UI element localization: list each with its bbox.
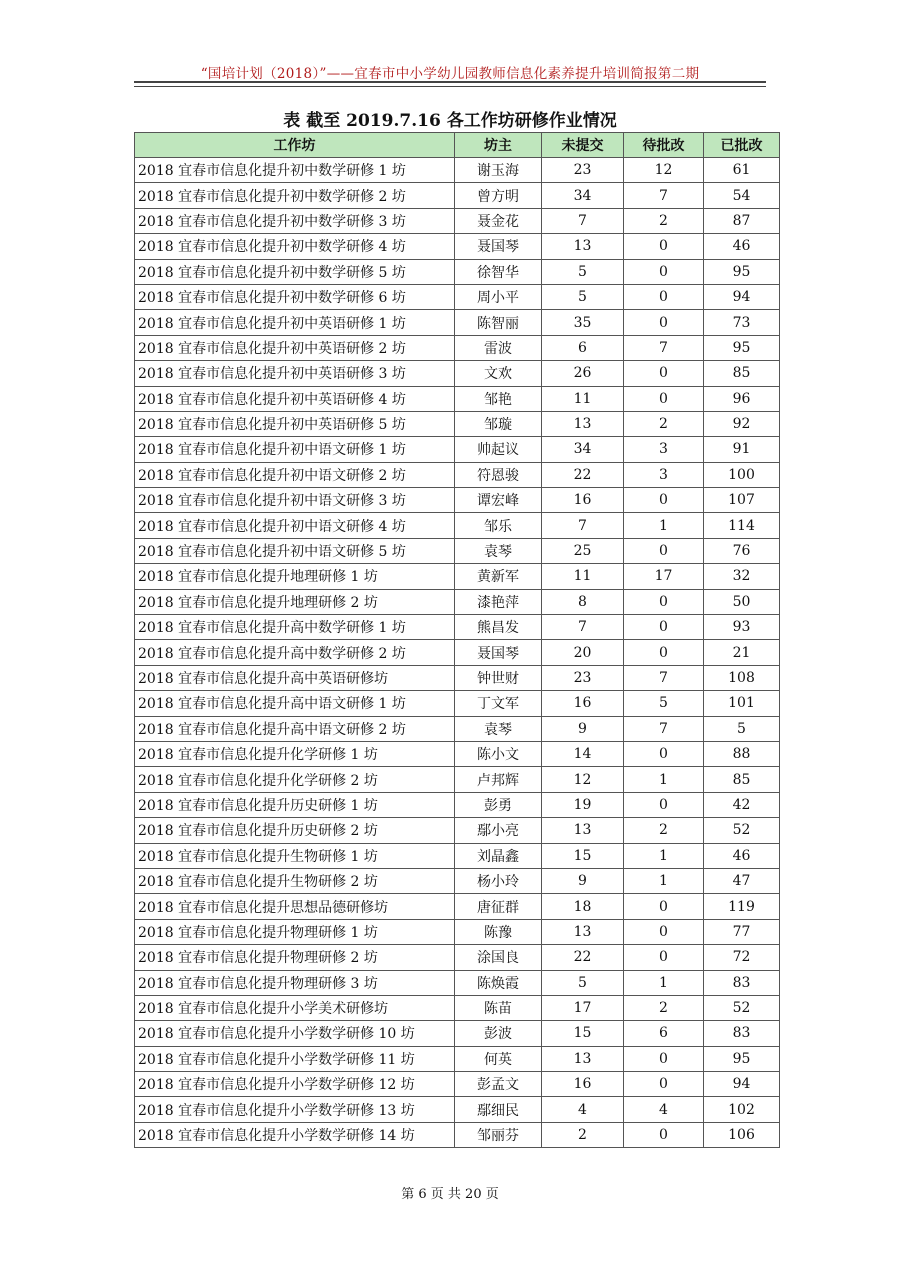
table-row xyxy=(135,234,780,259)
header-host: 坊主 xyxy=(455,133,542,158)
cell-pending-review: 3 xyxy=(624,437,704,462)
table-header-row xyxy=(135,133,780,158)
cell-pending-review: 0 xyxy=(624,259,704,284)
cell-host: 邹艳 xyxy=(455,386,542,411)
cell-not-submitted: 19 xyxy=(542,792,624,817)
cell-reviewed: 72 xyxy=(704,945,780,970)
cell-not-submitted: 14 xyxy=(542,741,624,766)
cell-reviewed: 96 xyxy=(704,386,780,411)
cell-pending-review: 2 xyxy=(624,995,704,1020)
cell-not-submitted: 6 xyxy=(542,335,624,360)
cell-not-submitted: 11 xyxy=(542,386,624,411)
cell-pending-review: 0 xyxy=(624,945,704,970)
cell-workshop: 2018 宜春市信息化提升初中语文研修 1 坊 xyxy=(135,437,455,462)
cell-pending-review: 0 xyxy=(624,234,704,259)
cell-host: 文欢 xyxy=(455,361,542,386)
cell-pending-review: 0 xyxy=(624,1122,704,1147)
cell-pending-review: 7 xyxy=(624,335,704,360)
cell-not-submitted: 25 xyxy=(542,538,624,563)
cell-reviewed: 77 xyxy=(704,919,780,944)
table-body xyxy=(135,158,780,1148)
cell-pending-review: 0 xyxy=(624,919,704,944)
cell-workshop: 2018 宜春市信息化提升地理研修 1 坊 xyxy=(135,564,455,589)
cell-pending-review: 0 xyxy=(624,538,704,563)
cell-not-submitted: 15 xyxy=(542,1021,624,1046)
cell-workshop: 2018 宜春市信息化提升历史研修 2 坊 xyxy=(135,818,455,843)
cell-not-submitted: 8 xyxy=(542,589,624,614)
cell-workshop: 2018 宜春市信息化提升初中英语研修 1 坊 xyxy=(135,310,455,335)
cell-reviewed: 73 xyxy=(704,310,780,335)
cell-not-submitted: 20 xyxy=(542,640,624,665)
table-row xyxy=(135,158,780,183)
cell-host: 帅起议 xyxy=(455,437,542,462)
cell-workshop: 2018 宜春市信息化提升初中数学研修 6 坊 xyxy=(135,284,455,309)
table-row xyxy=(135,437,780,462)
cell-workshop: 2018 宜春市信息化提升高中数学研修 2 坊 xyxy=(135,640,455,665)
cell-not-submitted: 5 xyxy=(542,284,624,309)
cell-not-submitted: 9 xyxy=(542,868,624,893)
table-row xyxy=(135,995,780,1020)
cell-host: 陈小文 xyxy=(455,741,542,766)
table-row xyxy=(135,1046,780,1071)
cell-workshop: 2018 宜春市信息化提升初中数学研修 5 坊 xyxy=(135,259,455,284)
cell-workshop: 2018 宜春市信息化提升高中英语研修坊 xyxy=(135,665,455,690)
table-row xyxy=(135,716,780,741)
cell-host: 聂国琴 xyxy=(455,640,542,665)
cell-not-submitted: 16 xyxy=(542,1072,624,1097)
cell-not-submitted: 13 xyxy=(542,411,624,436)
cell-workshop: 2018 宜春市信息化提升小学数学研修 10 坊 xyxy=(135,1021,455,1046)
cell-reviewed: 106 xyxy=(704,1122,780,1147)
cell-reviewed: 85 xyxy=(704,361,780,386)
cell-pending-review: 7 xyxy=(624,183,704,208)
cell-host: 杨小玲 xyxy=(455,868,542,893)
cell-host: 彭孟文 xyxy=(455,1072,542,1097)
cell-reviewed: 100 xyxy=(704,462,780,487)
cell-workshop: 2018 宜春市信息化提升初中数学研修 2 坊 xyxy=(135,183,455,208)
cell-not-submitted: 15 xyxy=(542,843,624,868)
cell-pending-review: 0 xyxy=(624,386,704,411)
cell-pending-review: 0 xyxy=(624,361,704,386)
cell-host: 陈智丽 xyxy=(455,310,542,335)
cell-pending-review: 5 xyxy=(624,691,704,716)
table-row xyxy=(135,767,780,792)
cell-pending-review: 0 xyxy=(624,640,704,665)
table-row xyxy=(135,843,780,868)
cell-reviewed: 85 xyxy=(704,767,780,792)
cell-reviewed: 93 xyxy=(704,615,780,640)
cell-workshop: 2018 宜春市信息化提升初中数学研修 3 坊 xyxy=(135,208,455,233)
table-row xyxy=(135,970,780,995)
cell-pending-review: 0 xyxy=(624,1072,704,1097)
table-row xyxy=(135,183,780,208)
cell-not-submitted: 22 xyxy=(542,945,624,970)
cell-reviewed: 76 xyxy=(704,538,780,563)
cell-not-submitted: 23 xyxy=(542,665,624,690)
cell-not-submitted: 9 xyxy=(542,716,624,741)
cell-not-submitted: 35 xyxy=(542,310,624,335)
cell-pending-review: 0 xyxy=(624,894,704,919)
cell-not-submitted: 13 xyxy=(542,1046,624,1071)
cell-pending-review: 1 xyxy=(624,868,704,893)
cell-pending-review: 12 xyxy=(624,158,704,183)
cell-reviewed: 83 xyxy=(704,1021,780,1046)
table-row xyxy=(135,361,780,386)
cell-workshop: 2018 宜春市信息化提升初中语文研修 2 坊 xyxy=(135,462,455,487)
table-row xyxy=(135,564,780,589)
cell-host: 漆艳萍 xyxy=(455,589,542,614)
cell-reviewed: 101 xyxy=(704,691,780,716)
cell-host: 彭勇 xyxy=(455,792,542,817)
table-row xyxy=(135,818,780,843)
cell-not-submitted: 5 xyxy=(542,259,624,284)
cell-pending-review: 0 xyxy=(624,1046,704,1071)
cell-pending-review: 7 xyxy=(624,716,704,741)
cell-workshop: 2018 宜春市信息化提升高中语文研修 1 坊 xyxy=(135,691,455,716)
cell-host: 丁文军 xyxy=(455,691,542,716)
cell-pending-review: 0 xyxy=(624,792,704,817)
table-row xyxy=(135,868,780,893)
cell-host: 钟世财 xyxy=(455,665,542,690)
page-number: 第 6 页 共 20 页 xyxy=(401,1187,499,1202)
table-row xyxy=(135,640,780,665)
cell-reviewed: 102 xyxy=(704,1097,780,1122)
cell-not-submitted: 13 xyxy=(542,234,624,259)
table-row xyxy=(135,691,780,716)
cell-pending-review: 0 xyxy=(624,284,704,309)
cell-workshop: 2018 宜春市信息化提升初中语文研修 5 坊 xyxy=(135,538,455,563)
cell-not-submitted: 7 xyxy=(542,208,624,233)
table-row xyxy=(135,741,780,766)
header-pending-review: 待批改 xyxy=(624,133,704,158)
table-row xyxy=(135,488,780,513)
cell-pending-review: 1 xyxy=(624,970,704,995)
cell-not-submitted: 16 xyxy=(542,488,624,513)
table-row xyxy=(135,462,780,487)
cell-host: 袁琴 xyxy=(455,538,542,563)
cell-host: 何英 xyxy=(455,1046,542,1071)
newsletter-header-title: “国培计划（2018）”——宜春市中小学幼儿园教师信息化素养提升培训简报第二期 xyxy=(200,66,700,82)
header-not-submitted: 未提交 xyxy=(542,133,624,158)
table-row xyxy=(135,538,780,563)
table-row xyxy=(135,589,780,614)
cell-host: 陈苗 xyxy=(455,995,542,1020)
table-row xyxy=(135,1072,780,1097)
cell-workshop: 2018 宜春市信息化提升物理研修 1 坊 xyxy=(135,919,455,944)
workshop-homework-table xyxy=(134,132,780,1148)
cell-reviewed: 47 xyxy=(704,868,780,893)
cell-workshop: 2018 宜春市信息化提升思想品德研修坊 xyxy=(135,894,455,919)
cell-pending-review: 3 xyxy=(624,462,704,487)
cell-reviewed: 107 xyxy=(704,488,780,513)
cell-not-submitted: 23 xyxy=(542,158,624,183)
table-row xyxy=(135,792,780,817)
table-row xyxy=(135,259,780,284)
cell-host: 徐智华 xyxy=(455,259,542,284)
table-row xyxy=(135,945,780,970)
cell-reviewed: 94 xyxy=(704,1072,780,1097)
cell-not-submitted: 18 xyxy=(542,894,624,919)
table-row xyxy=(135,284,780,309)
table-row xyxy=(135,1097,780,1122)
cell-reviewed: 54 xyxy=(704,183,780,208)
cell-not-submitted: 22 xyxy=(542,462,624,487)
cell-reviewed: 21 xyxy=(704,640,780,665)
table-row xyxy=(135,1122,780,1147)
cell-host: 邹璇 xyxy=(455,411,542,436)
cell-not-submitted: 4 xyxy=(542,1097,624,1122)
table-row xyxy=(135,208,780,233)
cell-workshop: 2018 宜春市信息化提升初中语文研修 3 坊 xyxy=(135,488,455,513)
cell-reviewed: 94 xyxy=(704,284,780,309)
cell-not-submitted: 34 xyxy=(542,437,624,462)
cell-host: 涂国良 xyxy=(455,945,542,970)
cell-host: 鄢小亮 xyxy=(455,818,542,843)
table-row xyxy=(135,615,780,640)
table-row xyxy=(135,411,780,436)
cell-pending-review: 7 xyxy=(624,665,704,690)
cell-reviewed: 92 xyxy=(704,411,780,436)
cell-reviewed: 5 xyxy=(704,716,780,741)
table-row xyxy=(135,310,780,335)
cell-not-submitted: 17 xyxy=(542,995,624,1020)
cell-workshop: 2018 宜春市信息化提升化学研修 1 坊 xyxy=(135,741,455,766)
cell-host: 刘晶鑫 xyxy=(455,843,542,868)
cell-not-submitted: 2 xyxy=(542,1122,624,1147)
cell-host: 陈豫 xyxy=(455,919,542,944)
cell-host: 鄢细民 xyxy=(455,1097,542,1122)
cell-not-submitted: 11 xyxy=(542,564,624,589)
cell-not-submitted: 12 xyxy=(542,767,624,792)
cell-workshop: 2018 宜春市信息化提升高中语文研修 2 坊 xyxy=(135,716,455,741)
cell-reviewed: 52 xyxy=(704,818,780,843)
header-reviewed: 已批改 xyxy=(704,133,780,158)
cell-reviewed: 88 xyxy=(704,741,780,766)
cell-reviewed: 95 xyxy=(704,1046,780,1071)
cell-workshop: 2018 宜春市信息化提升初中语文研修 4 坊 xyxy=(135,513,455,538)
cell-pending-review: 1 xyxy=(624,843,704,868)
table-row xyxy=(135,513,780,538)
cell-reviewed: 95 xyxy=(704,335,780,360)
cell-host: 彭波 xyxy=(455,1021,542,1046)
cell-host: 邹乐 xyxy=(455,513,542,538)
cell-host: 陈焕霞 xyxy=(455,970,542,995)
cell-pending-review: 17 xyxy=(624,564,704,589)
cell-not-submitted: 13 xyxy=(542,818,624,843)
cell-pending-review: 0 xyxy=(624,741,704,766)
cell-host: 雷波 xyxy=(455,335,542,360)
cell-pending-review: 0 xyxy=(624,488,704,513)
cell-host: 邹丽芬 xyxy=(455,1122,542,1147)
header-rule-thick xyxy=(134,81,766,83)
cell-workshop: 2018 宜春市信息化提升初中英语研修 5 坊 xyxy=(135,411,455,436)
cell-host: 黄新军 xyxy=(455,564,542,589)
cell-host: 周小平 xyxy=(455,284,542,309)
cell-reviewed: 83 xyxy=(704,970,780,995)
table-caption: 表 截至 2019.7.16 各工作坊研修作业情况 xyxy=(283,111,617,131)
table-row xyxy=(135,386,780,411)
cell-pending-review: 2 xyxy=(624,411,704,436)
cell-reviewed: 95 xyxy=(704,259,780,284)
cell-workshop: 2018 宜春市信息化提升小学数学研修 14 坊 xyxy=(135,1122,455,1147)
cell-workshop: 2018 宜春市信息化提升化学研修 2 坊 xyxy=(135,767,455,792)
cell-workshop: 2018 宜春市信息化提升物理研修 3 坊 xyxy=(135,970,455,995)
cell-host: 曾方明 xyxy=(455,183,542,208)
cell-not-submitted: 7 xyxy=(542,513,624,538)
cell-host: 唐征群 xyxy=(455,894,542,919)
cell-host: 卢邦辉 xyxy=(455,767,542,792)
table-row xyxy=(135,1021,780,1046)
cell-pending-review: 0 xyxy=(624,310,704,335)
cell-reviewed: 108 xyxy=(704,665,780,690)
cell-workshop: 2018 宜春市信息化提升初中数学研修 1 坊 xyxy=(135,158,455,183)
cell-host: 符恩骏 xyxy=(455,462,542,487)
cell-pending-review: 2 xyxy=(624,818,704,843)
cell-workshop: 2018 宜春市信息化提升初中英语研修 2 坊 xyxy=(135,335,455,360)
header-rule-thin xyxy=(134,86,766,87)
table-row xyxy=(135,665,780,690)
cell-pending-review: 6 xyxy=(624,1021,704,1046)
cell-workshop: 2018 宜春市信息化提升小学美术研修坊 xyxy=(135,995,455,1020)
cell-workshop: 2018 宜春市信息化提升小学数学研修 12 坊 xyxy=(135,1072,455,1097)
cell-pending-review: 1 xyxy=(624,767,704,792)
cell-host: 聂国琴 xyxy=(455,234,542,259)
cell-workshop: 2018 宜春市信息化提升生物研修 1 坊 xyxy=(135,843,455,868)
cell-pending-review: 0 xyxy=(624,589,704,614)
cell-not-submitted: 16 xyxy=(542,691,624,716)
cell-reviewed: 87 xyxy=(704,208,780,233)
cell-reviewed: 42 xyxy=(704,792,780,817)
cell-host: 谭宏峰 xyxy=(455,488,542,513)
cell-workshop: 2018 宜春市信息化提升初中英语研修 3 坊 xyxy=(135,361,455,386)
cell-pending-review: 4 xyxy=(624,1097,704,1122)
cell-not-submitted: 26 xyxy=(542,361,624,386)
table-row xyxy=(135,894,780,919)
cell-reviewed: 119 xyxy=(704,894,780,919)
cell-reviewed: 91 xyxy=(704,437,780,462)
cell-pending-review: 2 xyxy=(624,208,704,233)
table-row xyxy=(135,919,780,944)
cell-not-submitted: 7 xyxy=(542,615,624,640)
cell-reviewed: 52 xyxy=(704,995,780,1020)
cell-workshop: 2018 宜春市信息化提升小学数学研修 13 坊 xyxy=(135,1097,455,1122)
cell-workshop: 2018 宜春市信息化提升高中数学研修 1 坊 xyxy=(135,615,455,640)
header-workshop: 工作坊 xyxy=(135,133,455,158)
cell-host: 熊昌发 xyxy=(455,615,542,640)
cell-host: 谢玉海 xyxy=(455,158,542,183)
cell-reviewed: 61 xyxy=(704,158,780,183)
cell-pending-review: 0 xyxy=(624,615,704,640)
cell-workshop: 2018 宜春市信息化提升初中数学研修 4 坊 xyxy=(135,234,455,259)
cell-workshop: 2018 宜春市信息化提升物理研修 2 坊 xyxy=(135,945,455,970)
cell-workshop: 2018 宜春市信息化提升生物研修 2 坊 xyxy=(135,868,455,893)
cell-pending-review: 1 xyxy=(624,513,704,538)
cell-workshop: 2018 宜春市信息化提升初中英语研修 4 坊 xyxy=(135,386,455,411)
cell-reviewed: 32 xyxy=(704,564,780,589)
cell-reviewed: 50 xyxy=(704,589,780,614)
cell-workshop: 2018 宜春市信息化提升历史研修 1 坊 xyxy=(135,792,455,817)
cell-not-submitted: 13 xyxy=(542,919,624,944)
cell-workshop: 2018 宜春市信息化提升地理研修 2 坊 xyxy=(135,589,455,614)
cell-workshop: 2018 宜春市信息化提升小学数学研修 11 坊 xyxy=(135,1046,455,1071)
cell-reviewed: 46 xyxy=(704,843,780,868)
cell-host: 聂金花 xyxy=(455,208,542,233)
cell-host: 袁琴 xyxy=(455,716,542,741)
table-row xyxy=(135,335,780,360)
cell-reviewed: 46 xyxy=(704,234,780,259)
cell-not-submitted: 5 xyxy=(542,970,624,995)
cell-not-submitted: 34 xyxy=(542,183,624,208)
cell-reviewed: 114 xyxy=(704,513,780,538)
